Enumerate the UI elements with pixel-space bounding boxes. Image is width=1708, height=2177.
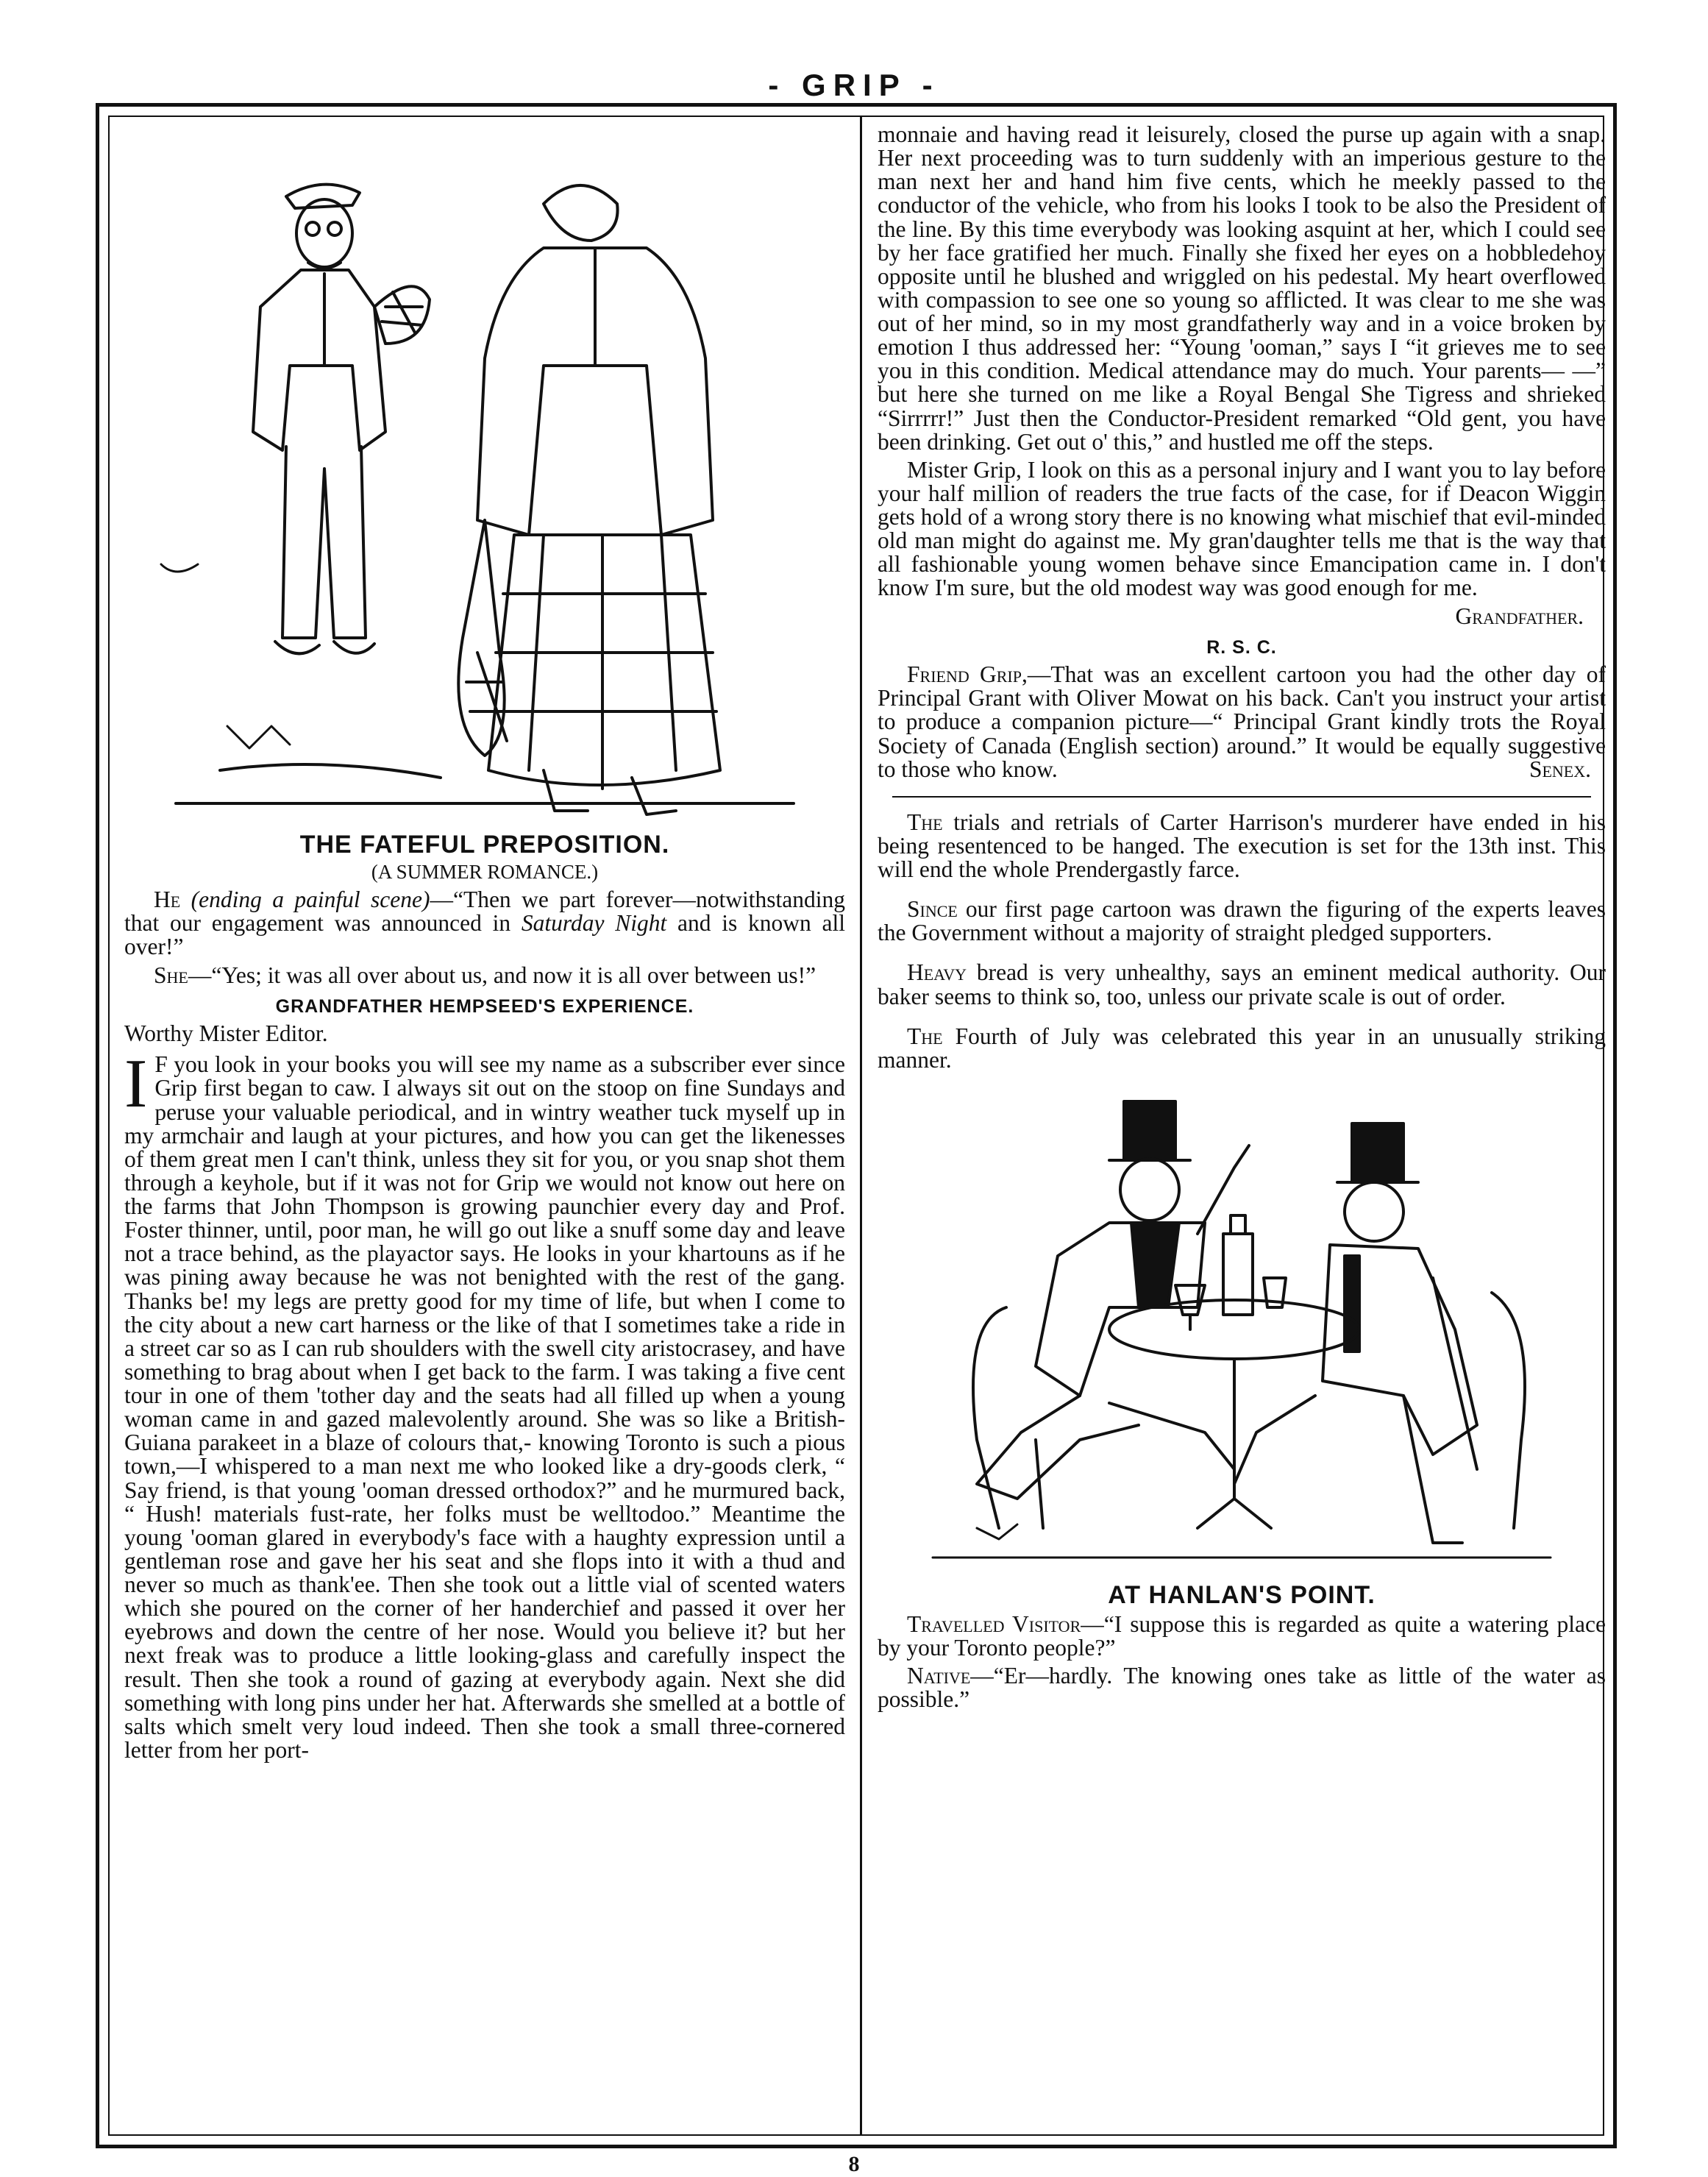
news-lead: The xyxy=(907,809,943,835)
letter-paragraph-2: Mister Grip, I look on this as a personal injury and I want you to lay before your half million of readers the true facts of the case, for if Deacon Wiggin gets hold of a wrong story there is no knowing what mischief that evil-minded old man might do against me. My gran'daughter tells me that is the way that all fashionable young women behave since Emancipation came in. I don't know I'm sure, but the old modest way was good enough for me. xyxy=(878,456,1606,601)
letter-continued: monnaie and having read it leisurely, closed the purse up again with a snap. Her next proceeding was to turn suddenly with an imperious gesture to the man next her and hand him five cents, which he meekly passed to the conductor of the vehicle, who from his looks I took to be also the President of the line. By this time everybody was looking asquint at her, which I could see by her face gratified her much. Finally she fixed her eyes on a hobbledehoy opposite until he blushed and wriggled on his pedestal. My heart overflowed with compassion to see one so young so afflicted. It was clear to me she was out of her mind, so in my most grandfatherly way and in a voice broken by emotion I thus addressed her: “Young 'ooman,” says I “it grieves me to see you in this condition. Medical attendance may do much. Your parents— —” but here she turned on me like a Royal Bengal She Tigress and shrieked “Sirrrrr!” Just then the Conductor-President remarked “Old gent, you have been drinking. Get out o' this,” and hustled me off the steps. xyxy=(878,123,1606,455)
news-item xyxy=(878,898,1606,945)
news-text: trials and retrials of Carter Harrison's murderer have ended in his being resentenced to be hanged. The execution is set for the 13th inst. This will end the whole Prendergastly farce. xyxy=(878,809,1606,882)
drop-cap: I xyxy=(124,1045,148,1123)
butterfly-net xyxy=(458,520,504,756)
rsc-lead: Friend Grip, xyxy=(907,661,1028,688)
letter-signature: Grandfather. xyxy=(1455,603,1584,629)
lady-skirt xyxy=(488,535,720,785)
dialogue-native xyxy=(878,1664,1606,1711)
news-text: bread is very unhealthy, says an eminent medical authority. Our baker seems to think so, too, unless our private scale is out of order. xyxy=(878,959,1606,1009)
rsc-body: —That was an excellent cartoon you had the other day of Principal Grant with Oliver Mowat on his back. Can't you instruct your artist to produce a companion picture—“ Principal Grant kindly trots the Royal Society of Canada (English section) around.” It would be equally suggestive to those who know. xyxy=(878,661,1606,782)
news-lead: Since xyxy=(907,896,958,923)
cartoon-subtitle: (A SUMMER ROMANCE.) xyxy=(371,860,599,883)
news-item xyxy=(878,961,1606,1008)
gentleman-coat xyxy=(253,270,385,450)
speaker-visitor: Travelled Visitor xyxy=(907,1610,1081,1637)
native-head xyxy=(1345,1182,1403,1241)
cafe-cartoon-title: AT HANLAN'S POINT. xyxy=(1108,1580,1376,1609)
rsc-signature: Senex. xyxy=(1529,756,1591,782)
letter-heading: GRANDFATHER HEMPSEED'S EXPERIENCE. xyxy=(275,995,694,1017)
news-item xyxy=(878,811,1606,881)
letter-salutation: Worthy Mister Editor. xyxy=(124,1020,328,1047)
dialogue-visitor xyxy=(878,1610,1606,1661)
letter-body xyxy=(124,1045,845,1763)
news-text: Fourth of July was celebrated this year in an unusually striking manner. xyxy=(878,1023,1606,1073)
cafe-cartoon-illustration xyxy=(889,1087,1595,1572)
page-frame xyxy=(96,103,1617,2148)
top-hat-right xyxy=(1352,1123,1403,1182)
news-item xyxy=(878,1025,1606,1072)
courtship-cartoon-illustration xyxy=(132,123,838,822)
rsc-heading: R. S. C. xyxy=(1206,636,1277,658)
visitor-line: —“I suppose this is regarded as quite a watering place by your Toronto people?” xyxy=(878,1610,1606,1661)
speaker-she: She xyxy=(154,962,188,988)
gentleman-hat xyxy=(286,185,360,208)
speaker-he: He xyxy=(154,887,181,913)
left-column xyxy=(124,123,845,2128)
news-lead: The xyxy=(907,1023,943,1049)
newspaper-title: Saturday Night xyxy=(521,910,667,937)
cafe-table xyxy=(1109,1300,1359,1359)
native-line: —“Er—hardly. The knowing ones take as little of the water as possible.” xyxy=(878,1662,1606,1712)
top-hat-left xyxy=(1124,1101,1175,1160)
page-number: 8 xyxy=(848,2152,860,2176)
page-frame-inner xyxy=(108,116,1604,2136)
stage-direction: (ending a painful scene) xyxy=(191,887,430,913)
visitor-coat xyxy=(1036,1223,1205,1396)
he-line-end: and is known all over!” xyxy=(124,910,845,960)
masthead: - GRIP - xyxy=(768,68,940,102)
rsc-letter xyxy=(878,663,1606,781)
section-rule xyxy=(892,796,1591,798)
racket xyxy=(374,286,430,344)
column-divider xyxy=(860,117,862,2134)
news-text: our first page cartoon was drawn the figuring of the experts leaves the Government without a majority of straight pledged supporters. xyxy=(878,896,1606,946)
dialogue-she xyxy=(124,964,845,987)
dialogue-he xyxy=(124,888,845,959)
visitor-head xyxy=(1120,1159,1179,1221)
right-column xyxy=(878,123,1606,2128)
gentleman-legs xyxy=(282,447,366,638)
news-lead: Heavy xyxy=(907,959,967,986)
he-line: —“Then we part forever—notwithstanding that our engagement was announced in xyxy=(124,887,845,937)
chair-right xyxy=(1492,1293,1525,1528)
she-line: —“Yes; it was all over about us, and now it is all over between us!” xyxy=(188,962,816,988)
lady-hair xyxy=(544,185,618,241)
speaker-native: Native xyxy=(907,1662,971,1688)
cartoon-title: THE FATEFUL PREPOSITION. xyxy=(299,831,670,859)
letter-text: F you look in your books you will see my name as a subscriber ever since Grip first began to caw. I always sit out on the stoop on fine Sundays and peruse your valuable periodical, and in wintry weather tuck myself up in my armchair and laugh at your pictures, and how you can get the likenesses of them great men I can't think, unless they sit for you, or you snap shot them through a keyhole, but if it was not for Grip we would not know out here on the farms that John Thompson is growing paunchier every day and Prof. Foster thinner, until, poor man, he will go out like a snuff some day and leave not a trace behind, as the playactor says. He looks in your khartouns as if he was pining away because he was not benighted with the rest of the gang. Thanks be! my legs are pretty good for my time of life, but when I come to the city about a new cart harness or the like of that I sometimes take a ride in a street car so as I can rub shoulders with the swell city aristocrasey, and have something to brag about when I get back to the farm. I was taking a five cent tour in one of them 'tother day and the seats had all filled up when a young woman came in and gazed malevolently around. She was so like a British-Guiana parakeet in a blaze of colours that,- knowing Toronto is such a pious town,—I whispered to a man next me who looked like a dry-goods clerk, “ Say friend, is that young 'ooman dressed orthodox?” and he murmured back, “ Hush! materials fust-rate, her folks must be welltodoo.” Meantime the young 'ooman glared in everybody's face with a haughty expression until a gentleman rose and gave her his seat and she flops into it with a thud and never so much as thank'ee. Then she took out a little vial of scented waters which she poured on the corner of her handerchief and passed it over her eyebrows and down the centre of her nose. Would you believe it? but her next freak was to produce a little looking-glass and carefully inspect the result. Then she took a round of gazing at everybody again. Next she did something with long pins under her hat. Afterwards she smelled at a bottle of salts which smelt very loud indeed. Then she took a small three-cornered letter from her port- xyxy=(124,1051,845,1763)
gentleman-head xyxy=(296,199,352,267)
bottle xyxy=(1223,1234,1253,1315)
